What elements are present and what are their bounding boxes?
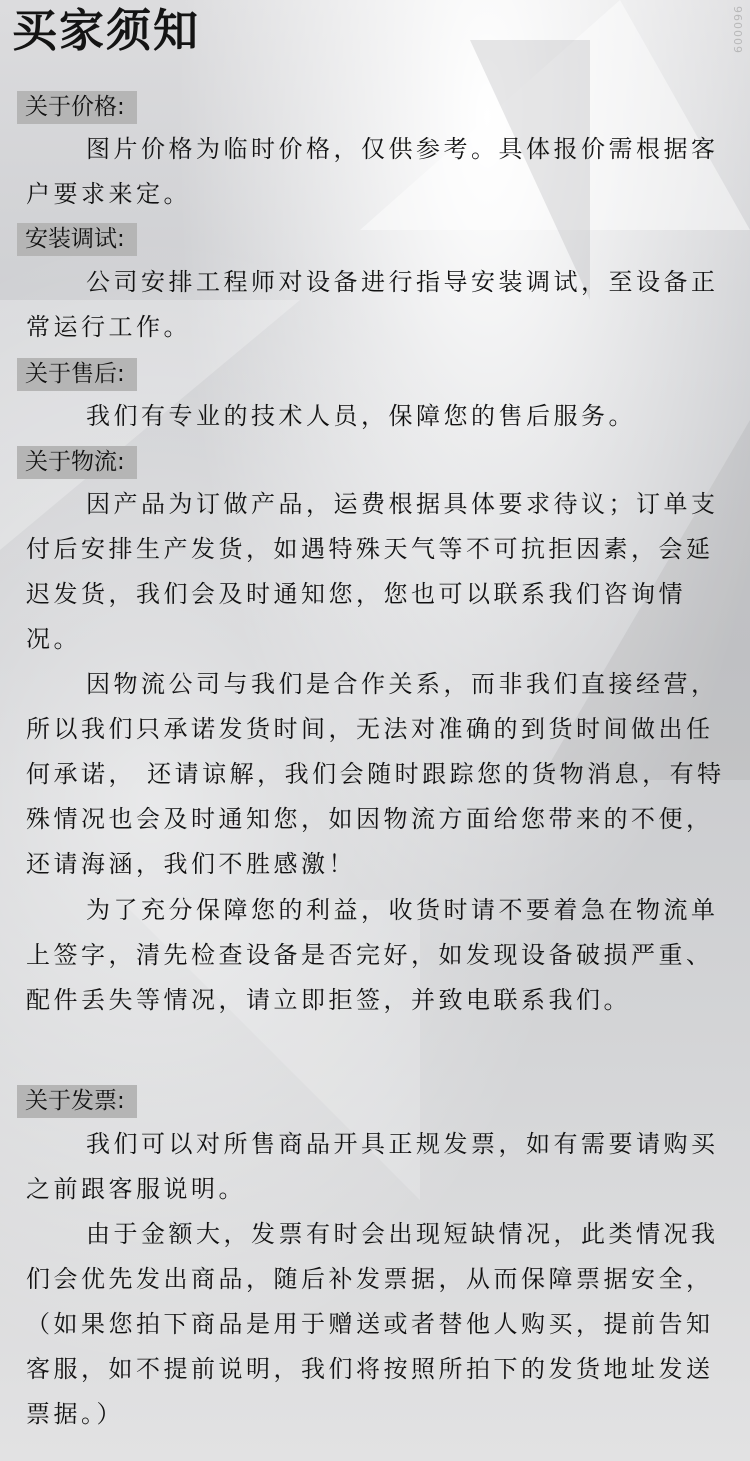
paragraph-logistics-1: 因产品为订做产品，运费根据具体要求待议；订单支付后安排生产发货，如遇特殊天气等不可抗拒因素，会延迟发货，我们会及时通知您，您也可以联系我们咨询情况。 xyxy=(26,490,719,653)
section-heading-price: 关于价格: xyxy=(17,91,137,124)
paragraph-invoice-2: 由于金额大，发票有时会出现短缺情况，此类情况我们会优先发出商品，随后补发票据，从而保障票据安全，（如果您拍下商品是用于赠送或者替他人购买，提前告知客服，如不提前说明，我们将按照所拍下的发货地址发送票据。） xyxy=(26,1220,719,1428)
paragraph-logistics-2: 因物流公司与我们是合作关系，而非我们直接经营，所以我们只承诺发货时间，无法对准确的到货时间做出任何承诺， 还请谅解，我们会随时跟踪您的货物消息，有特殊情况也会及时通知您，如因物流方面给您带来的不便，还请海涵，我们不胜感激！ xyxy=(26,670,725,878)
watermark: 960009 xyxy=(731,6,744,54)
section-heading-logistics: 关于物流: xyxy=(17,446,137,479)
section-heading-invoice: 关于发票: xyxy=(17,1085,137,1118)
paragraph-price: 图片价格为临时价格，仅供参考。具体报价需根据客户要求来定。 xyxy=(26,135,719,208)
page-title: 买家须知 xyxy=(12,4,201,57)
paragraph-after-sales: 我们有专业的技术人员，保障您的售后服务。 xyxy=(86,402,636,430)
paragraph-installation: 公司安排工程师对设备进行指导安装调试，至设备正常运行工作。 xyxy=(26,268,719,341)
section-heading-installation: 安装调试: xyxy=(17,223,137,256)
paragraph-logistics-3: 为了充分保障您的利益，收货时请不要着急在物流单上签字，清先检查设备是否完好，如发现设备破损严重、配件丢失等情况，请立即拒签，并致电联系我们。 xyxy=(26,896,719,1014)
section-heading-after-sales: 关于售后: xyxy=(17,358,137,391)
paragraph-invoice-1: 我们可以对所售商品开具正规发票，如有需要请购买之前跟客服说明。 xyxy=(26,1130,719,1203)
